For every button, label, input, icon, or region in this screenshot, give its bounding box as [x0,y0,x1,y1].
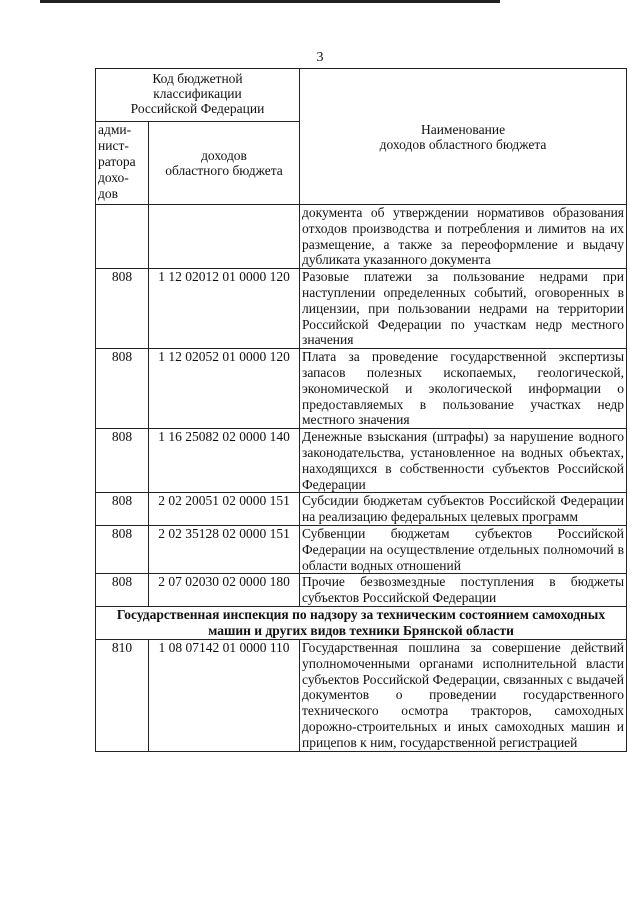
table-row [96,574,627,607]
header-name-line: доходов областного бюджета [379,136,547,152]
section-row [96,606,627,639]
admin-code-cell: 808 [96,349,149,429]
header-admin-line: ратора [98,154,136,169]
income-code-cell: 2 02 35128 02 0000 151 [149,525,300,573]
header-admin-column [96,122,149,205]
header-admin-line: нист- [98,138,129,153]
table-row [96,639,627,751]
header-income-line: областного бюджета [165,163,283,178]
header-code-line: Код бюджетной [152,71,243,86]
top-border-line [40,0,500,3]
income-name-cell: Субвенции бюджетам субъектов Российской Федерации на осуществление отдельных полномочий в области водных отношений [300,525,627,573]
income-code-cell: 1 08 07142 01 0000 110 [149,639,300,751]
income-name-cell: Государственная пошлина за совершение действий уполномоченными органами исполнительной власти субъектов Российской Федерации, связанных с выдачей документов о проведении государственного технического осмотра тракторов, самоходных дорожно-строительных и иных самоходных машин и прицепов к ним, государственной регистрацией [300,639,627,751]
header-row-1 [96,69,627,122]
admin-code-cell: 808 [96,493,149,526]
section-title: Государственная инспекция по надзору за техническим состоянием самоходных машин и других видов техники Брянской области [96,606,627,639]
table-row [96,493,627,526]
income-code-cell: 1 16 25082 02 0000 140 [149,429,300,493]
admin-code-cell: 808 [96,574,149,607]
income-code-cell: 1 12 02012 01 0000 120 [149,269,300,349]
income-code-cell: 1 12 02052 01 0000 120 [149,349,300,429]
admin-code-cell: 810 [96,639,149,751]
admin-code-cell [96,205,149,269]
income-code-cell [149,205,300,269]
header-code-group [96,69,300,122]
page-number: 3 [316,50,324,65]
income-name-cell: Прочие безвозмездные поступления в бюджеты субъектов Российской Федерации [300,574,627,607]
income-name-cell: документа об утверждении нормативов образования отходов производства и потребления и лимитов на их размещение, а также за переоформление и выдачу дубликата указанного документа [300,205,627,269]
budget-income-table [95,68,627,752]
header-name-line: Наименование [420,121,506,137]
table-row [96,205,627,269]
header-admin-line: дов [98,186,118,201]
admin-code-cell: 808 [96,429,149,493]
header-income-line: доходов [201,148,247,163]
admin-code-cell: 808 [96,269,149,349]
header-name-column [300,69,627,205]
table-row [96,269,627,349]
header-admin-line: адми- [98,122,132,137]
income-code-cell: 2 07 02030 02 0000 180 [149,574,300,607]
table-row [96,429,627,493]
income-name-cell: Плата за проведение государственной экспертизы запасов полезных ископаемых, геологической, экономической и экологической информации о предоставляемых в пользование участках недр местного значения [300,349,627,429]
admin-code-cell: 808 [96,525,149,573]
income-code-cell: 2 02 20051 02 0000 151 [149,493,300,526]
income-name-cell: Разовые платежи за пользование недрами при наступлении определенных событий, оговоренных в лицензии, при пользовании недрами на территории Российской Федерации по участкам недр местного значения [300,269,627,349]
table-row [96,525,627,573]
income-name-cell: Субсидии бюджетам субъектов Российской Федерации на реализацию федеральных целевых программ [300,493,627,526]
header-code-line: классификации [153,86,242,101]
header-income-column [149,122,300,205]
table-row [96,349,627,429]
header-admin-line: дохо- [98,170,129,185]
income-name-cell: Денежные взыскания (штрафы) за нарушение водного законодательства, установленное на водных объектах, находящихся в собственности субъектов Российской Федерации [300,429,627,493]
header-code-line: Российской Федерации [130,101,265,116]
